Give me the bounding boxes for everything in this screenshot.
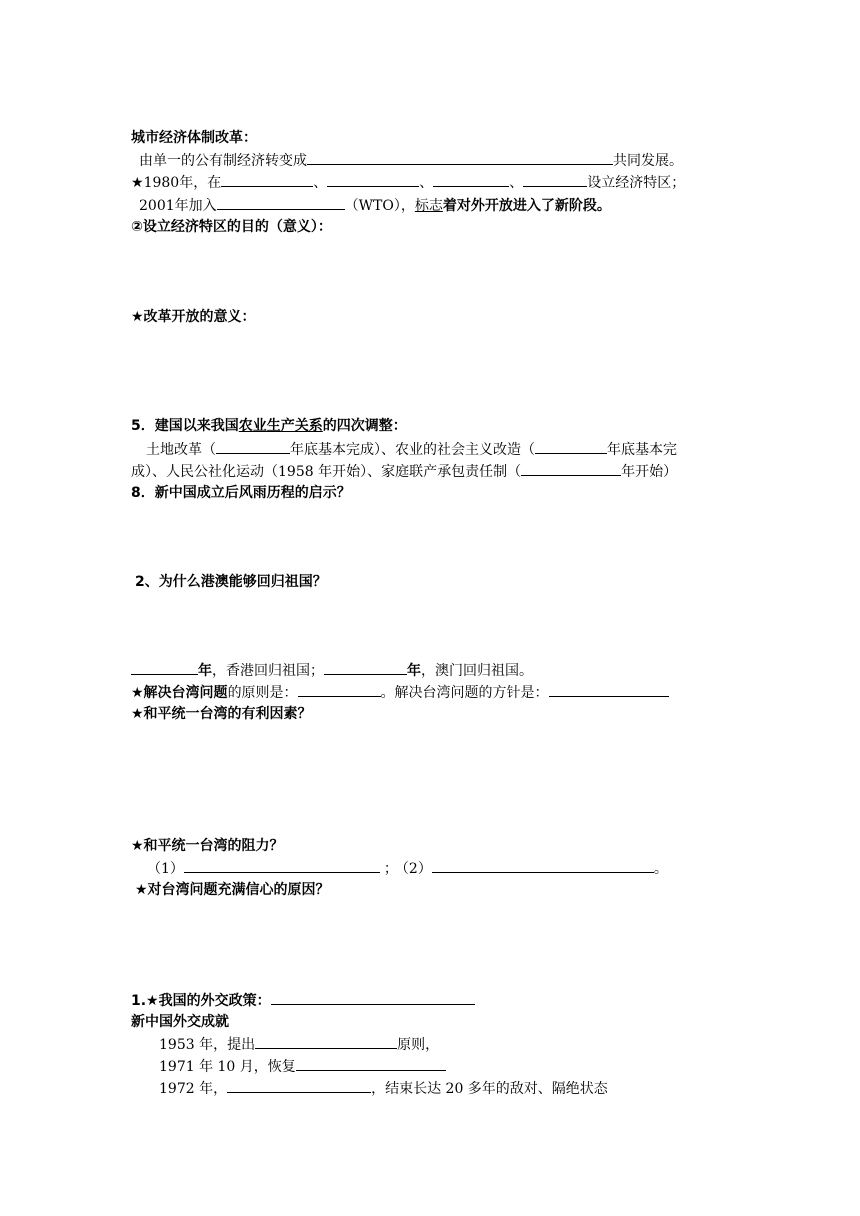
line-obstacles (147, 859, 668, 878)
text: ★解决台湾问题 (131, 685, 228, 701)
text: 年，在 (179, 175, 222, 191)
line-1971 (159, 1057, 446, 1076)
line-return-years (131, 661, 533, 680)
section-title-agriculture (131, 417, 407, 435)
line-1972 (159, 1079, 608, 1098)
text: 年底基本完成）、农业的社会主义改造（ (290, 442, 535, 458)
text: 年底基本完 (607, 442, 677, 458)
text: 年开始） (621, 464, 678, 480)
text: 1953 年，提出 (159, 1037, 256, 1053)
blank-field[interactable] (298, 683, 381, 697)
separator: 、 (313, 175, 328, 191)
text: 标志 (414, 198, 443, 214)
text: 原则， (397, 1037, 440, 1053)
text: 2001 (139, 198, 175, 214)
text: （2） (401, 861, 432, 877)
text: 。解决台湾问题的方针是： (380, 685, 549, 701)
separator: 、 (419, 175, 434, 191)
text: （WTO）， (344, 198, 415, 214)
section-title-foreign-policy (131, 991, 475, 1010)
blank-field[interactable] (271, 991, 475, 1005)
blank-field[interactable] (227, 1079, 371, 1093)
blank-field[interactable] (432, 859, 654, 873)
text: ，结束长达 20 多年的敌对、隔绝状态 (371, 1081, 608, 1097)
line-ownership (139, 151, 683, 170)
text: 农业生产关系 (238, 418, 323, 434)
blank-field[interactable] (131, 661, 198, 675)
text: 年 (407, 663, 421, 679)
star-icon: ★ (131, 175, 144, 191)
question-taiwan-confidence: ★对台湾问题充满信心的原因？ (135, 882, 330, 898)
text: ，澳门回归祖国。 (421, 663, 533, 679)
line-1953 (159, 1035, 439, 1054)
blank-field[interactable] (324, 661, 407, 675)
subtitle-diplomatic-achievements: 新中国外交成就 (131, 1014, 229, 1030)
question-hk-macau: 2、为什么港澳能够回归祖国？ (135, 574, 327, 590)
blank-field[interactable] (307, 151, 613, 165)
blank-field[interactable] (221, 173, 313, 187)
blank-field[interactable] (327, 173, 419, 187)
text: （1） (147, 861, 184, 877)
line-special-zones (131, 173, 685, 192)
question-zone-purpose: ②设立经济特区的目的（意义）： (131, 219, 332, 235)
text: 的四次调整： (322, 418, 407, 434)
text: 1.★我国的外交政策： (131, 993, 271, 1009)
text: 着对外开放进入了新阶段。 (442, 198, 611, 214)
blank-field[interactable] (255, 1035, 397, 1049)
blank-field[interactable] (296, 1057, 446, 1071)
text: 由单一的公有制经济转变成 (139, 153, 307, 169)
blank-field[interactable] (549, 683, 669, 697)
line-wto (139, 196, 611, 215)
text: 土地改革（ (146, 442, 216, 458)
text: 5．建国以来我国 (131, 418, 239, 434)
text: 年 (198, 663, 212, 679)
question-reform-significance: ★改革开放的意义： (131, 309, 256, 325)
text: 成）、人民公社化运动（1958 年开始）、家庭联产承包责任制（ (131, 464, 522, 480)
text: 1972 年， (159, 1081, 228, 1097)
line-adjustments-1 (146, 440, 677, 459)
text: 年加入 (174, 198, 217, 214)
text: 1980 (143, 175, 180, 191)
question-taiwan-favorable: ★和平统一台湾的有利因素？ (131, 706, 312, 722)
line-taiwan-principle (131, 683, 669, 702)
blank-field[interactable] (217, 196, 345, 210)
blank-field[interactable] (523, 173, 587, 187)
separator: 、 (509, 175, 524, 191)
blank-field[interactable] (521, 462, 621, 476)
text: ，香港回归祖国； (212, 663, 324, 679)
blank-field[interactable] (184, 859, 380, 873)
text: 。 (653, 861, 668, 877)
text: 设立经济特区； (587, 175, 686, 191)
text: ； (383, 861, 398, 877)
blank-field[interactable] (433, 173, 509, 187)
question-lessons: 8．新中国成立后风雨历程的启示？ (131, 485, 351, 501)
section-title-urban-reform: 城市经济体制改革： (131, 130, 257, 146)
line-adjustments-2 (131, 462, 677, 481)
question-taiwan-obstacles: ★和平统一台湾的阻力？ (131, 838, 284, 854)
blank-field[interactable] (216, 440, 290, 454)
blank-field[interactable] (535, 440, 607, 454)
text: 1971 年 10 月，恢复 (159, 1059, 296, 1075)
text: 的原则是： (227, 685, 298, 701)
text: 共同发展。 (613, 153, 683, 169)
